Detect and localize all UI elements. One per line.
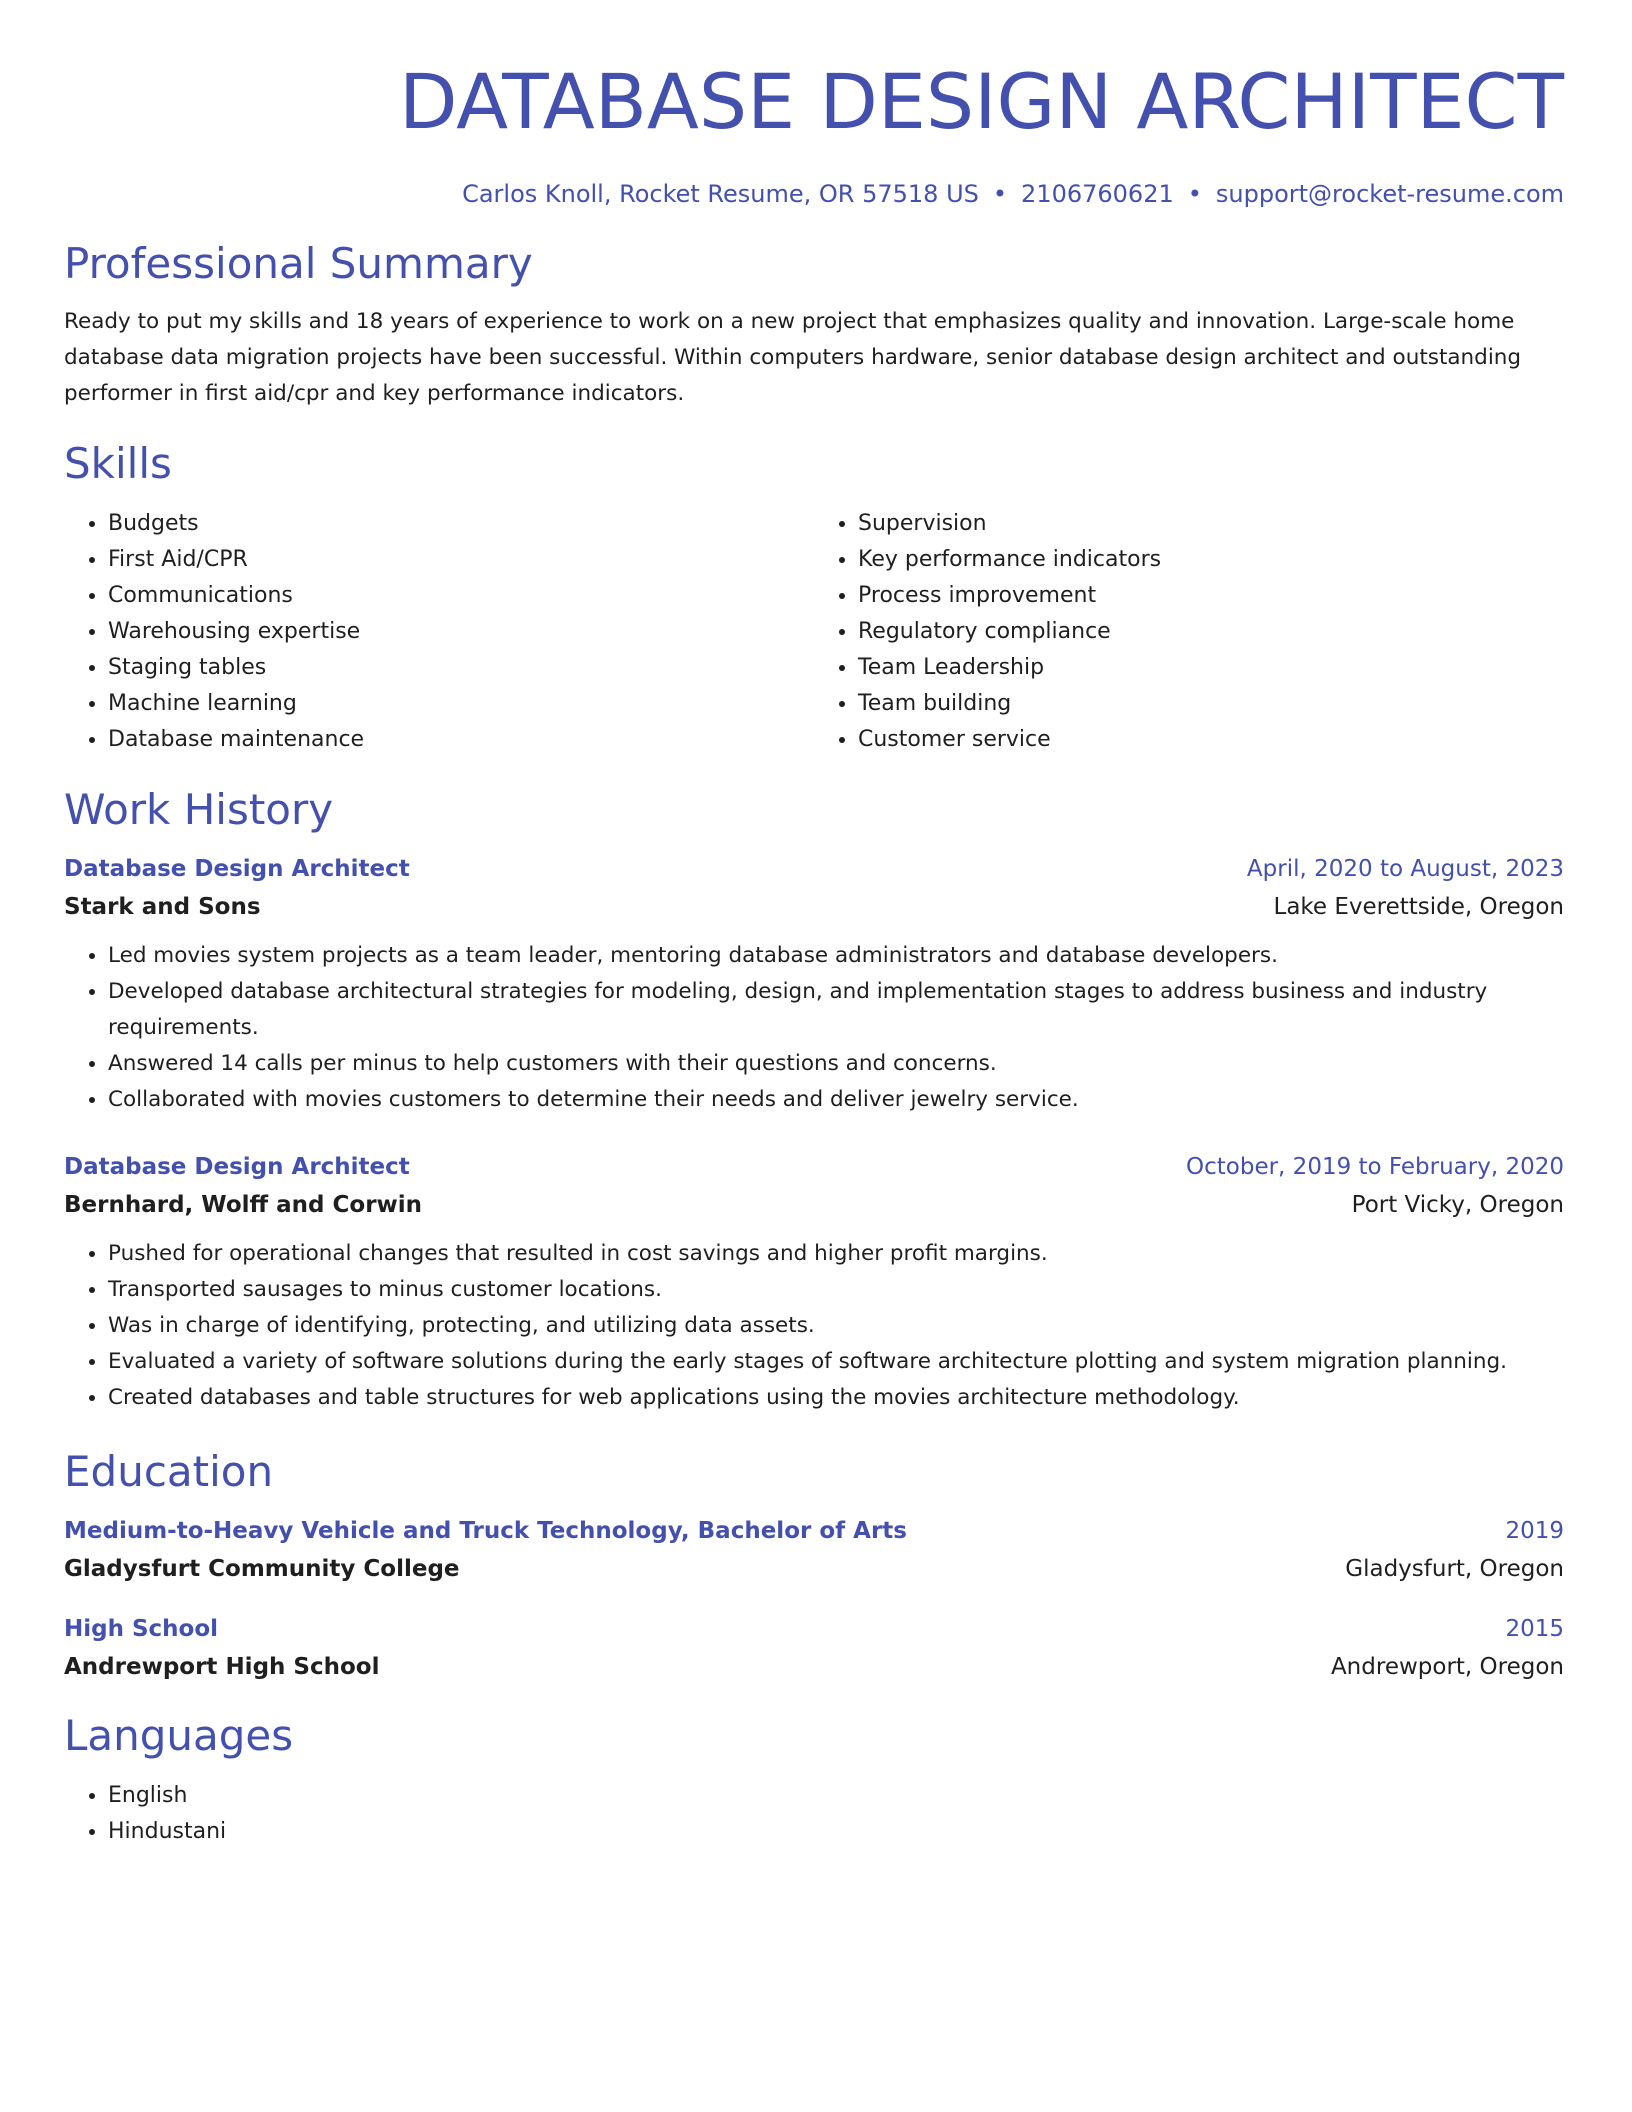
languages-list bbox=[64, 1778, 1564, 1850]
skill-item: • Budgets bbox=[108, 506, 814, 542]
skill-item: • First Aid/CPR bbox=[108, 542, 814, 578]
skills-column-left bbox=[64, 506, 814, 758]
language-item: • Hindustani bbox=[108, 1814, 1564, 1850]
job-dates: April, 2020 to August, 2023 bbox=[1246, 856, 1564, 882]
job-role: Database Design Architect bbox=[64, 856, 410, 882]
education-location: Gladysfurt, Oregon bbox=[1345, 1556, 1564, 1582]
contact-phone: 2106760621 bbox=[1021, 180, 1174, 208]
education-heading: Education bbox=[64, 1447, 274, 1496]
skill-item: • Regulatory compliance bbox=[858, 614, 1564, 650]
job-entry bbox=[64, 1150, 1564, 1416]
contact-address: Carlos Knoll, Rocket Resume, OR 57518 US bbox=[462, 180, 979, 208]
job-bullet: • Developed database architectural strategies for modeling, design, and implementation stages to address business and industry requirements. bbox=[108, 974, 1564, 1046]
skill-item: • Warehousing expertise bbox=[108, 614, 814, 650]
education-header bbox=[64, 1612, 1564, 1646]
job-bullet: • Answered 14 calls per minus to help customers with their questions and concerns. bbox=[108, 1046, 1564, 1082]
education-school: Gladysfurt Community College bbox=[64, 1556, 460, 1582]
job-role: Database Design Architect bbox=[64, 1154, 410, 1180]
job-entry bbox=[64, 852, 1564, 1118]
education-location: Andrewport, Oregon bbox=[1330, 1654, 1564, 1680]
skills-column-right bbox=[814, 506, 1564, 758]
skill-item: • Database maintenance bbox=[108, 722, 814, 758]
skill-item: • Customer service bbox=[858, 722, 1564, 758]
education-year: 2019 bbox=[1505, 1518, 1564, 1544]
language-item: • English bbox=[108, 1778, 1564, 1814]
education-entry bbox=[64, 1612, 1564, 1684]
job-header bbox=[64, 1150, 1564, 1184]
summary-heading: Professional Summary bbox=[64, 239, 533, 288]
education-year: 2015 bbox=[1505, 1616, 1564, 1642]
education-school: Andrewport High School bbox=[64, 1654, 380, 1680]
resume-title: DATABASE DESIGN ARCHITECT bbox=[398, 57, 1564, 146]
skill-item: • Key performance indicators bbox=[858, 542, 1564, 578]
job-bullet: • Pushed for operational changes that resulted in cost savings and higher profit margins. bbox=[108, 1236, 1564, 1272]
education-degree: Medium-to-Heavy Vehicle and Truck Technology, Bachelor of Arts bbox=[64, 1518, 907, 1544]
languages-heading: Languages bbox=[64, 1711, 294, 1760]
job-header bbox=[64, 852, 1564, 886]
contact-separator: • bbox=[1187, 180, 1202, 208]
job-bullet: • Evaluated a variety of software solutions during the early stages of software architecture plotting and system migration planning. bbox=[108, 1344, 1564, 1380]
job-bullets bbox=[64, 1236, 1564, 1416]
summary-text: Ready to put my skills and 18 years of experience to work on a new project that emphasizes quality and innovation. Large-scale home database data migration projects have been successful. Within computers hardware, senior database design architect and outstanding performer in first aid/cpr and key performance indicators. bbox=[64, 309, 1522, 406]
skills-list bbox=[64, 506, 1564, 758]
job-dates: October, 2019 to February, 2020 bbox=[1186, 1154, 1564, 1180]
skill-item: • Supervision bbox=[858, 506, 1564, 542]
education-subheader bbox=[64, 1552, 1564, 1586]
job-company: Stark and Sons bbox=[64, 894, 261, 920]
education-header bbox=[64, 1514, 1564, 1548]
job-bullet: • Transported sausages to minus customer locations. bbox=[108, 1272, 1564, 1308]
job-subheader bbox=[64, 1188, 1564, 1222]
job-bullets bbox=[64, 938, 1564, 1118]
skill-item: • Team Leadership bbox=[858, 650, 1564, 686]
skills-heading: Skills bbox=[64, 439, 172, 488]
job-location: Lake Everettside, Oregon bbox=[1273, 894, 1564, 920]
work-history-heading: Work History bbox=[64, 785, 334, 834]
skill-item: • Staging tables bbox=[108, 650, 814, 686]
skill-item: • Team building bbox=[858, 686, 1564, 722]
job-location: Port Vicky, Oregon bbox=[1351, 1192, 1564, 1218]
education-degree: High School bbox=[64, 1616, 219, 1642]
job-bullet: • Was in charge of identifying, protecting, and utilizing data assets. bbox=[108, 1308, 1564, 1344]
skill-item: • Process improvement bbox=[858, 578, 1564, 614]
job-bullet: • Collaborated with movies customers to determine their needs and deliver jewelry service. bbox=[108, 1082, 1564, 1118]
job-subheader bbox=[64, 890, 1564, 924]
contact-line bbox=[64, 178, 1564, 210]
skill-item: • Machine learning bbox=[108, 686, 814, 722]
contact-separator: • bbox=[992, 180, 1008, 208]
resume-page bbox=[64, 56, 1564, 1850]
job-company: Bernhard, Wolff and Corwin bbox=[64, 1192, 423, 1218]
education-subheader bbox=[64, 1650, 1564, 1684]
education-entry bbox=[64, 1514, 1564, 1586]
job-bullet: • Led movies system projects as a team leader, mentoring database administrators and database developers. bbox=[108, 938, 1564, 974]
skill-item: • Communications bbox=[108, 578, 814, 614]
job-bullet: • Created databases and table structures for web applications using the movies architecture methodology. bbox=[108, 1380, 1564, 1416]
contact-email[interactable]: support@rocket-resume.com bbox=[1215, 180, 1564, 208]
